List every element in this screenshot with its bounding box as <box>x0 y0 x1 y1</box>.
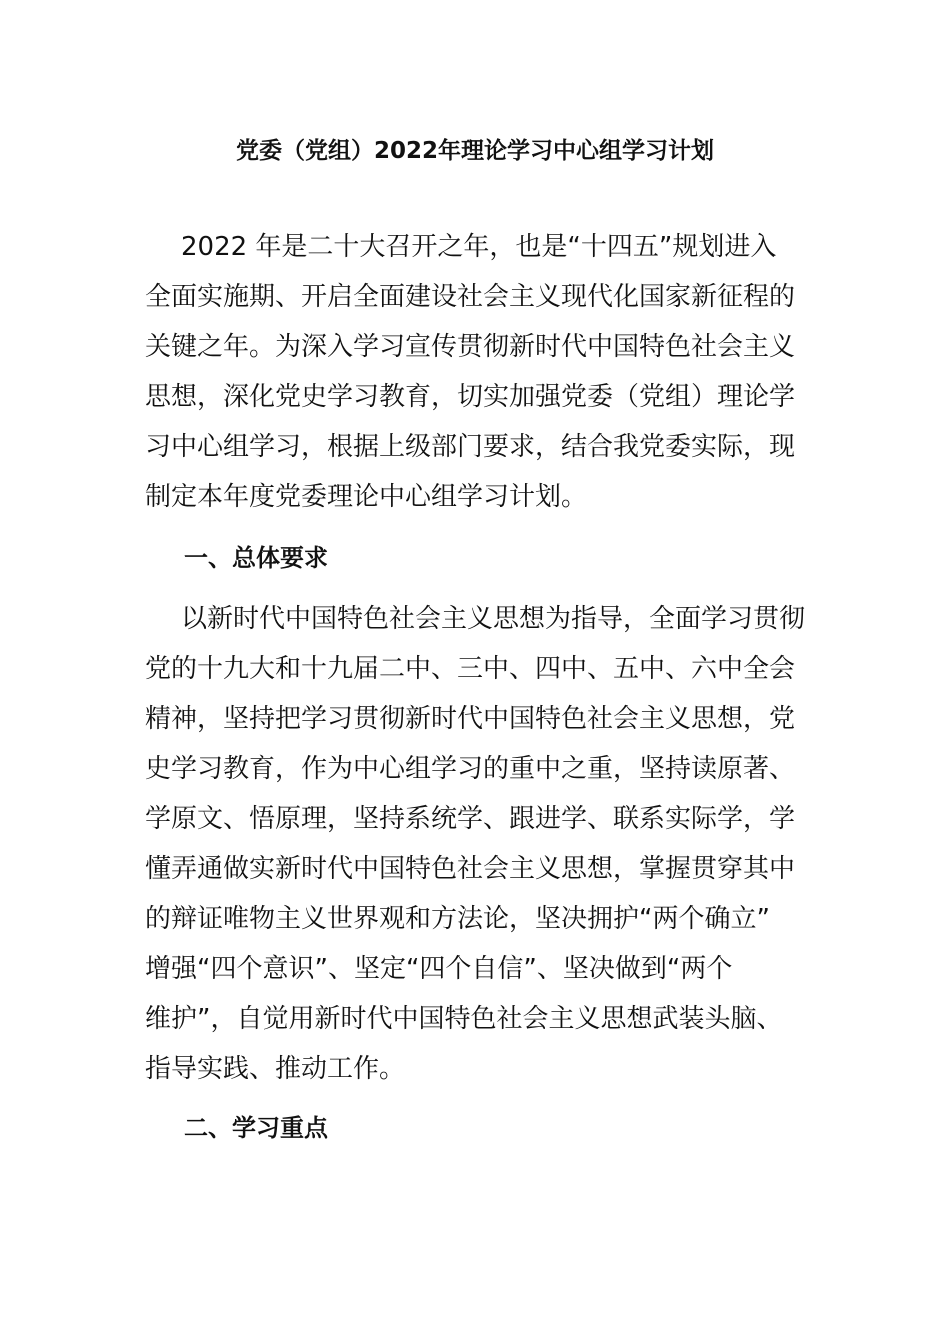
paragraph-line: 以新时代中国特色社会主义思想为指导，全面学习贯彻 <box>181 604 806 634</box>
section-heading-study-focus: 二、学习重点 <box>184 1114 328 1142</box>
paragraph-line: 史学习教育，作为中心组学习的重中之重，坚持读原著、 <box>145 754 796 784</box>
paragraph-line: 维护”，自觉用新时代中国特色社会主义思想武装头脑、 <box>145 1004 783 1034</box>
paragraph-line: 的辩证唯物主义世界观和方法论，坚决拥护“两个确立” <box>145 904 770 934</box>
intro-paragraph <box>145 222 809 522</box>
paragraph-line: 全面实施期、开启全面建设社会主义现代化国家新征程的 <box>145 282 796 312</box>
paragraph-line: 指导实践、推动工作。 <box>145 1054 406 1084</box>
document-title: 党委（党组）2022年理论学习中心组学习计划 <box>235 138 714 164</box>
paragraph-line: 制定本年度党委理论中心组学习计划。 <box>145 482 588 512</box>
paragraph-line: 增强“四个意识”、坚定“四个自信”、坚决做到“两个 <box>145 954 733 984</box>
paragraph-line: 2022 年是二十大召开之年，也是“十四五”规划进入 <box>181 232 777 262</box>
paragraph-line: 关键之年。为深入学习宣传贯彻新时代中国特色社会主义 <box>145 332 796 362</box>
paragraph-line: 思想，深化党史学习教育，切实加强党委（党组）理论学 <box>145 382 796 412</box>
paragraph-line: 党的十九大和十九届二中、三中、四中、五中、六中全会 <box>145 654 796 684</box>
paragraph-line: 懂弄通做实新时代中国特色社会主义思想，掌握贯穿其中 <box>145 854 796 884</box>
paragraph-line: 精神，坚持把学习贯彻新时代中国特色社会主义思想，党 <box>145 704 796 734</box>
paragraph-line: 习中心组学习，根据上级部门要求，结合我党委实际，现 <box>145 432 796 462</box>
paragraph-line: 学原文、悟原理，坚持系统学、跟进学、联系实际学，学 <box>145 804 796 834</box>
general-requirements-paragraph <box>145 594 809 1094</box>
section-heading-general-requirements: 一、总体要求 <box>184 544 328 572</box>
